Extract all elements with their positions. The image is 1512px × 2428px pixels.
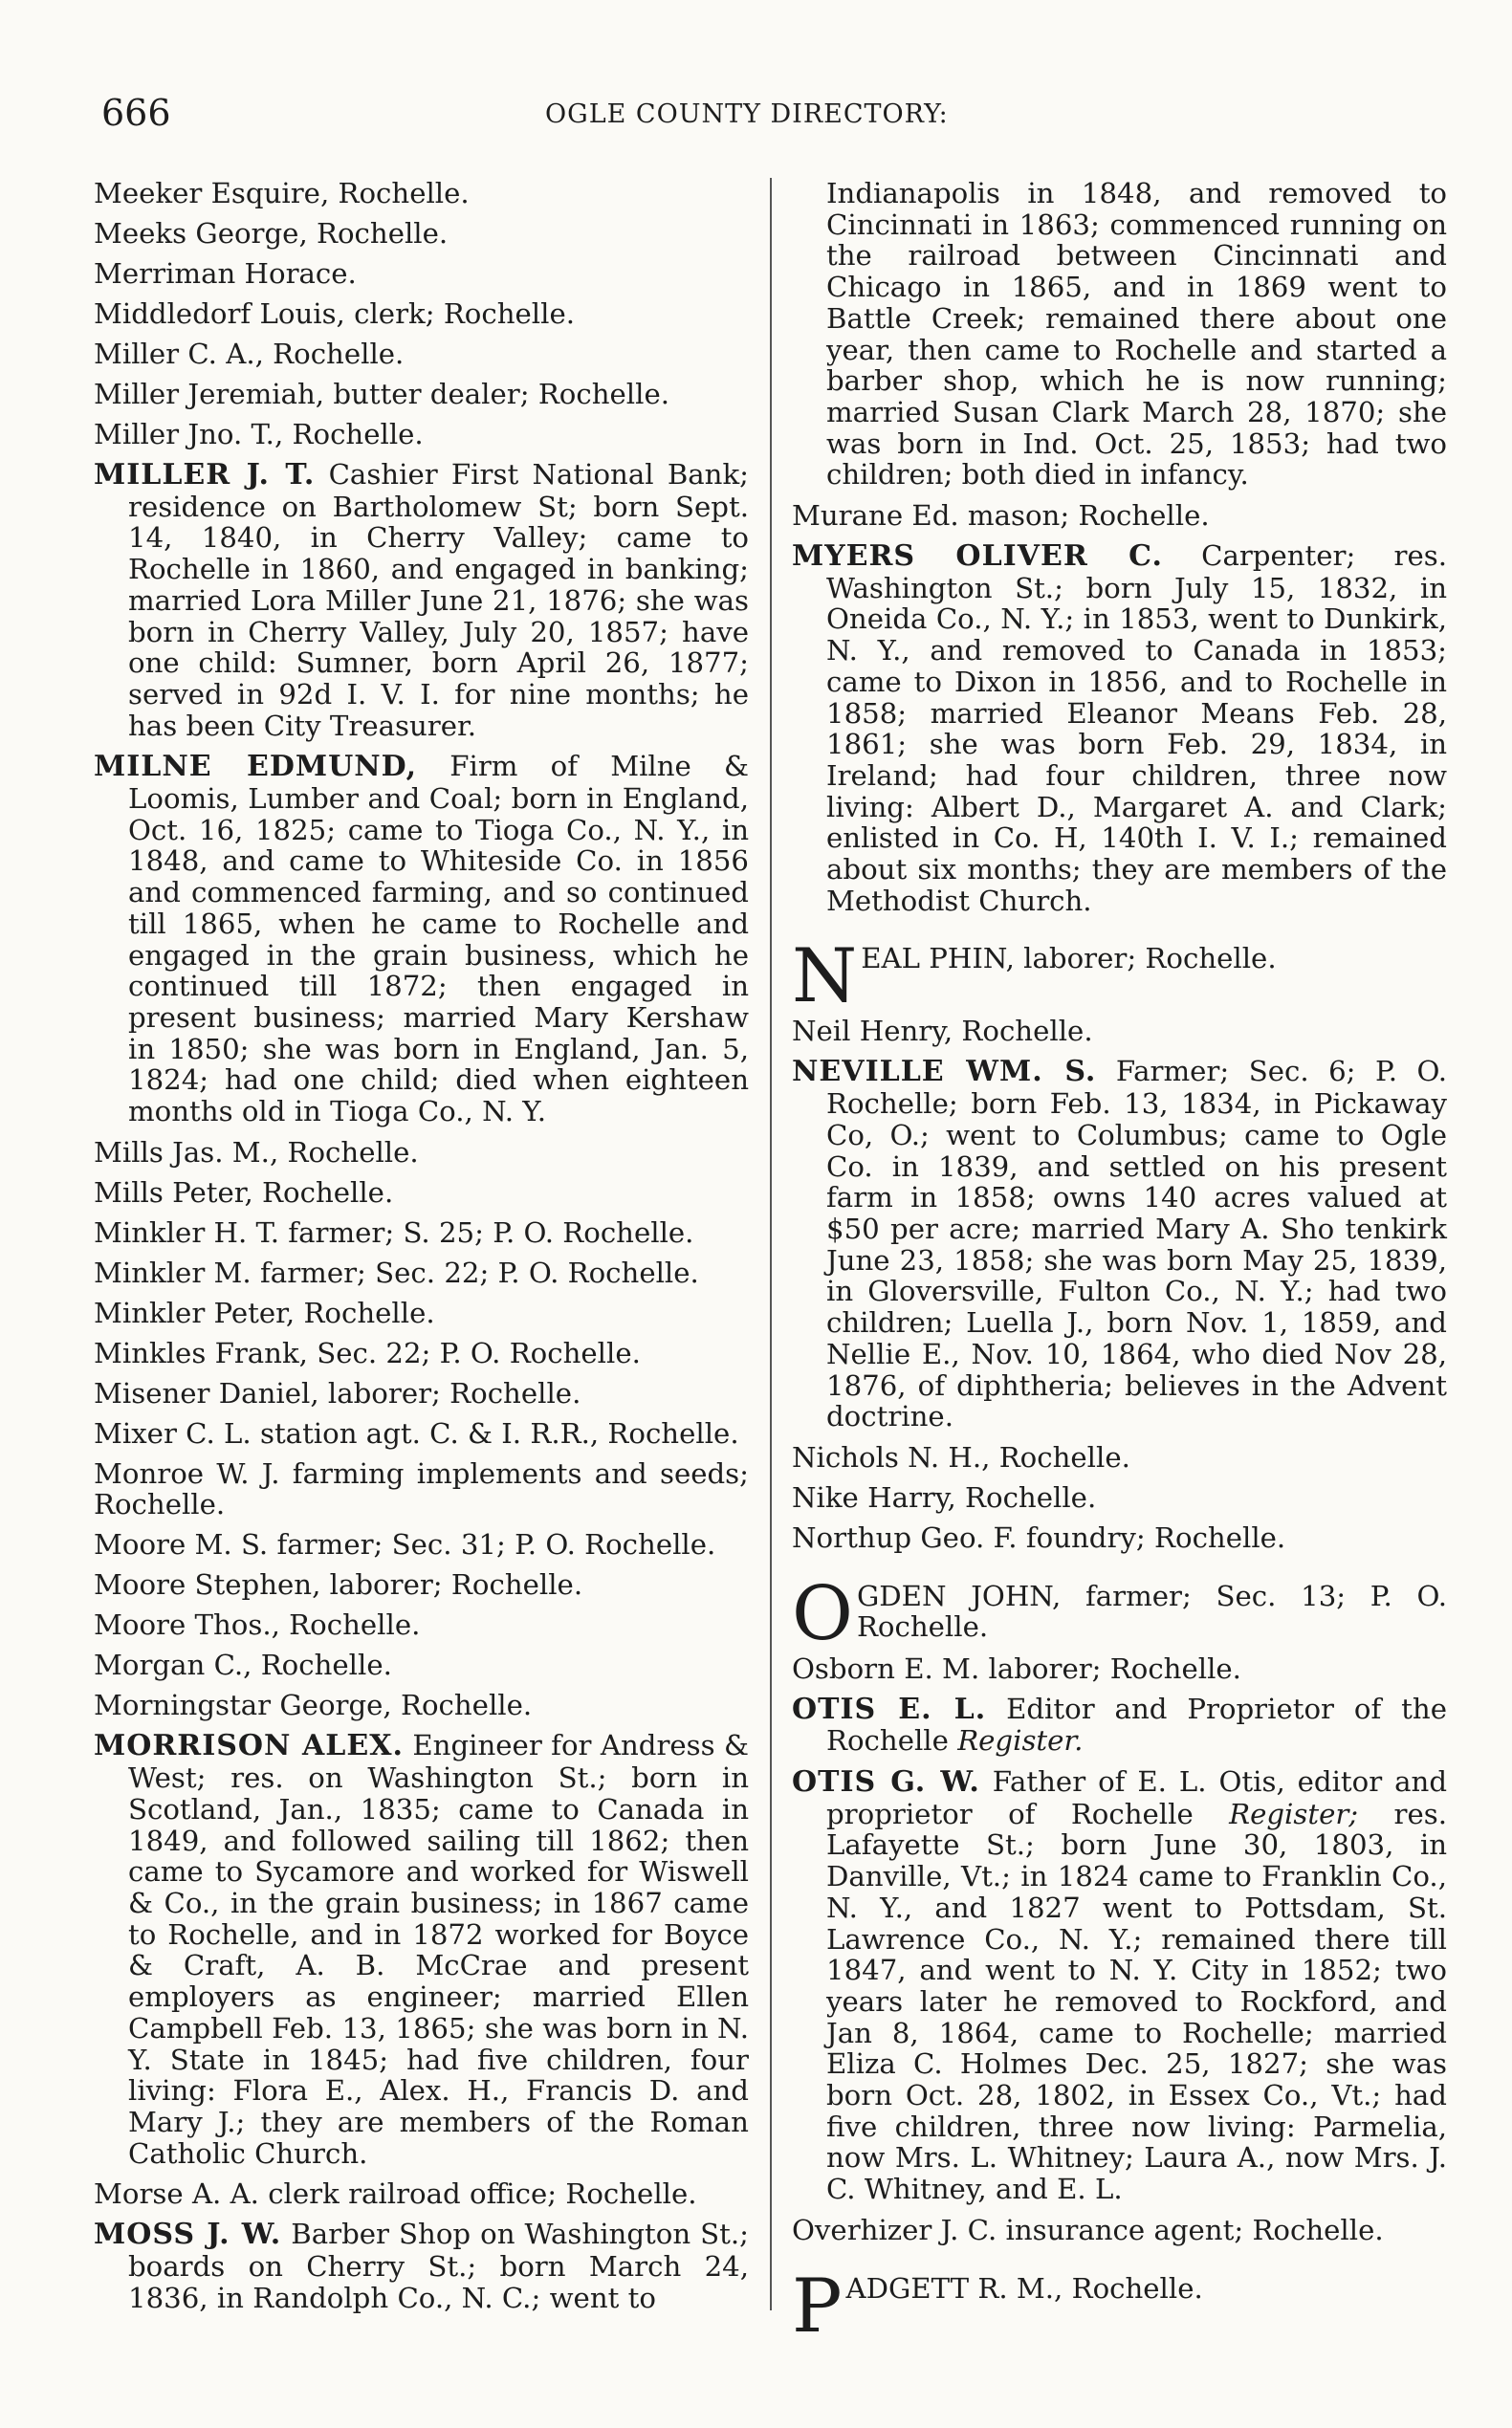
entry-text: Farmer; Sec. 6; P. O. Rochelle; born Feb. 13, 1834, in Pickaway Co, O.; went to Columbus; came to Ogle Co. in 1839, and settled on his present farm in 1858; owns 140 acres valued at $50 per acre; married Mary A. Sho tenkirk June 23, 1858; she was born May 25, 1839, in Gloversville, Fulton Co., N. Y.; had two children; Luella J., born Nov. 1, 1859, and Nellie E., Nov. 10, 1864, who died Nov 28, 1876, of diphtheria; believes in the Advent doctrine. xyxy=(826,1055,1447,1433)
directory-entry: Monroe W. J. farming implements and seeds; Rochelle. xyxy=(94,1456,749,1521)
directory-entry: Miller Jno. T., Rochelle. xyxy=(94,418,424,450)
directory-entry: Minkles Frank, Sec. 22; P. O. Rochelle. xyxy=(94,1336,641,1369)
directory-entry: Meeks George, Rochelle. xyxy=(94,217,449,250)
entry-text: ADGETT R. M., Rochelle. xyxy=(845,2271,1203,2305)
entry-text-cont: res. Lafayette St.; born June 30, 1803, in Danville, Vt.; in 1824 came to Franklin Co., N. Y., and 1827 went to Pottsdam, St. Lawrence Co., N. Y.; remained there till 1847, and went to N. Y. City in 1852; two years later he removed to Rockford, and Jan 8, 1864, came to Rochelle; married Eliza C. Holmes Dec. 25, 1827; she was born Oct. 28, 1802, in Essex Co., Vt.; had five children, three now living: Parmelia, now Mrs. L. Whitney; Laura A., now Mrs. J. C. Whitney, and E. L. xyxy=(826,1797,1448,2206)
letter-section-entry xyxy=(792,1570,1447,1657)
directory-entry-detailed xyxy=(792,1766,1447,2205)
directory-entry: Nike Harry, Rochelle. xyxy=(792,1480,1097,1514)
directory-entry: Mixer C. L. station agt. C. & I. R.R., Rochelle. xyxy=(94,1416,739,1450)
entry-text: Editor and Proprietor of the Rochelle xyxy=(826,1692,1447,1758)
page-number: 666 xyxy=(101,92,171,134)
directory-entry: Neil Henry, Rochelle. xyxy=(792,1015,1093,1048)
directory-entry: Moore Thos., Rochelle. xyxy=(94,1608,421,1642)
drop-initial: N xyxy=(792,933,858,1020)
directory-entry: Northup Geo. F. foundry; Rochelle. xyxy=(792,1520,1286,1554)
drop-initial: O xyxy=(792,1570,853,1657)
directory-entry-detailed xyxy=(792,540,1447,916)
left-column xyxy=(94,178,749,2323)
directory-entry: Meeker Esquire, Rochelle. xyxy=(94,177,470,209)
directory-entry: Merriman Horace. xyxy=(94,257,357,290)
entry-italic: Register. xyxy=(957,1724,1084,1758)
entry-name: NEVILLE WM. S. xyxy=(792,1055,1097,1089)
entry-text: Engineer for Andress & West; res. on Washington St.; born in Scotland, Jan., 1835; came to Canada in 1849, and followed sailing till 1862; then came to Sycamore and worked for Wiswell & Co., in the grain business; in 1867 came to Rochelle, and in 1872 worked for Boyce & Craft, A. B. McCrae and present employers as engineer; married Ellen Campbell Feb. 13, 1865; she was born in N. Y. State in 1845; had five children, four living: Flora E., Alex. H., Francis D. and Mary J.; they are members of the Roman Catholic Church. xyxy=(128,1729,749,2170)
entry-name: MILNE EDMUND, xyxy=(94,750,418,784)
directory-entry-detailed xyxy=(94,1730,749,2169)
column-divider xyxy=(770,178,772,2310)
entry-name: MORRISON ALEX. xyxy=(94,1729,404,1763)
entry-name: MYERS OLIVER C. xyxy=(792,539,1163,574)
directory-entry: Mills Peter, Rochelle. xyxy=(94,1175,394,1209)
entry-text: GDEN JOHN, farmer; Sec. 13; P. O. Rochelle. xyxy=(856,1579,1447,1644)
entry-continuation: Indianapolis in 1848, and removed to Cincinnati in 1863; commenced running on the railroad between Cincinnati and Chicago in 1865, and in 1869 went to Battle Creek; remained there about one year, then came to Rochelle and started a barber shop, which he is now running; married Susan Clark March 28, 1870; she was born in Ind. Oct. 25, 1853; had two children; both died in infancy. xyxy=(826,177,1447,492)
entry-italic: Register; xyxy=(1229,1797,1359,1830)
directory-entry: Middledorf Louis, clerk; Rochelle. xyxy=(94,297,575,330)
entry-text: Firm of Milne & Loomis, Lumber and Coal; born in England, Oct. 16, 1825; came to Tioga Co., N. Y., in 1848, and came to Whiteside Co. in 1856 and commenced farming, and so continued till 1865, when he came to Rochelle and engaged in the grain business, which he continued till 1872; then engaged in present business; married Mary Kershaw in 1850; she was born in England, Jan. 5, 1824; had one child; died when eighteen months old in Tioga Co., N. Y. xyxy=(128,750,749,1128)
directory-entry: Miller Jeremiah, butter dealer; Rochelle. xyxy=(94,378,670,410)
entry-text: Barber Shop on Washington St.; boards on Cherry St.; born March 24, 1836, in Randolph Co., N. C.; went to xyxy=(128,2218,749,2314)
directory-entry-detailed xyxy=(94,751,749,1127)
drop-initial: P xyxy=(792,2263,843,2350)
page-header xyxy=(96,92,1435,140)
directory-entry: Mills Jas. M., Rochelle. xyxy=(94,1135,419,1169)
directory-entry: Minkler H. T. farmer; S. 25; P. O. Rochelle. xyxy=(94,1215,694,1249)
letter-section-entry xyxy=(792,2263,1447,2350)
directory-entry-detailed xyxy=(792,1694,1447,1757)
directory-entry: Osborn E. M. laborer; Rochelle. xyxy=(792,1651,1241,1685)
right-column xyxy=(792,177,1448,2350)
directory-entry: Moore Stephen, laborer; Rochelle. xyxy=(94,1568,583,1602)
directory-entry: Minkler Peter, Rochelle. xyxy=(94,1296,435,1329)
entry-text: Carpenter; res. Washington St.; born July 15, 1832, in Oneida Co., N. Y.; in 1853, went to Dunkirk, N. Y., and removed to Canada in 1853; came to Dixon in 1856, and to Rochelle in 1858; married Eleanor Means Feb. 28, 1861; she was born Feb. 29, 1834, in Ireland; had four children, three now living: Albert D., Margaret A. and Clark; enlisted in Co. H, 140th I. V. I.; remained about six months; they are members of the Methodist Church. xyxy=(826,539,1448,917)
running-head: OGLE COUNTY DIRECTORY: xyxy=(545,99,949,129)
directory-entry-detailed xyxy=(94,2219,749,2313)
directory-entry: Miller C. A., Rochelle. xyxy=(94,338,405,370)
directory-entry: Moore M. S. farmer; Sec. 31; P. O. Rochelle. xyxy=(94,1528,716,1562)
entry-name: OTIS G. W. xyxy=(792,1765,980,1800)
entry-text: Father of E. L. Otis, editor and proprietor of Rochelle xyxy=(826,1765,1447,1830)
directory-entry-detailed xyxy=(94,459,749,741)
directory-entry-detailed xyxy=(792,1056,1447,1432)
directory-entry: Morningstar George, Rochelle. xyxy=(94,1689,533,1722)
directory-entry: Nichols N. H., Rochelle. xyxy=(792,1440,1130,1474)
directory-entry: Murane Ed. mason; Rochelle. xyxy=(792,499,1210,533)
entry-name: MILLER J. T. xyxy=(94,458,316,492)
entry-text: EAL PHIN, laborer; Rochelle. xyxy=(861,942,1277,975)
entry-name: MOSS J. W. xyxy=(94,2218,282,2252)
directory-entry: Overhizer J. C. insurance agent; Rochelle. xyxy=(792,2213,1384,2246)
directory-entry: Misener Daniel, laborer; Rochelle. xyxy=(94,1376,581,1410)
directory-entry: Morse A. A. clerk railroad office; Rochelle. xyxy=(94,2177,697,2211)
directory-entry: Minkler M. farmer; Sec. 22; P. O. Rochelle. xyxy=(94,1256,699,1289)
entry-text: Cashier First National Bank; residence on Bartholomew St; born Sept. 14, 1840, in Cherry Valley; came to Rochelle in 1860, and engaged in banking; married Lora Miller June 21, 1876; she was born in Cherry Valley, July 20, 1857; have one child: Sumner, born April 26, 1877; served in 92d I. V. I. for nine months; he has been City Treasurer. xyxy=(128,458,750,742)
letter-section-entry xyxy=(792,933,1447,1020)
directory-entry: Morgan C., Rochelle. xyxy=(94,1649,392,1682)
entry-name: OTIS E. L. xyxy=(792,1692,987,1726)
